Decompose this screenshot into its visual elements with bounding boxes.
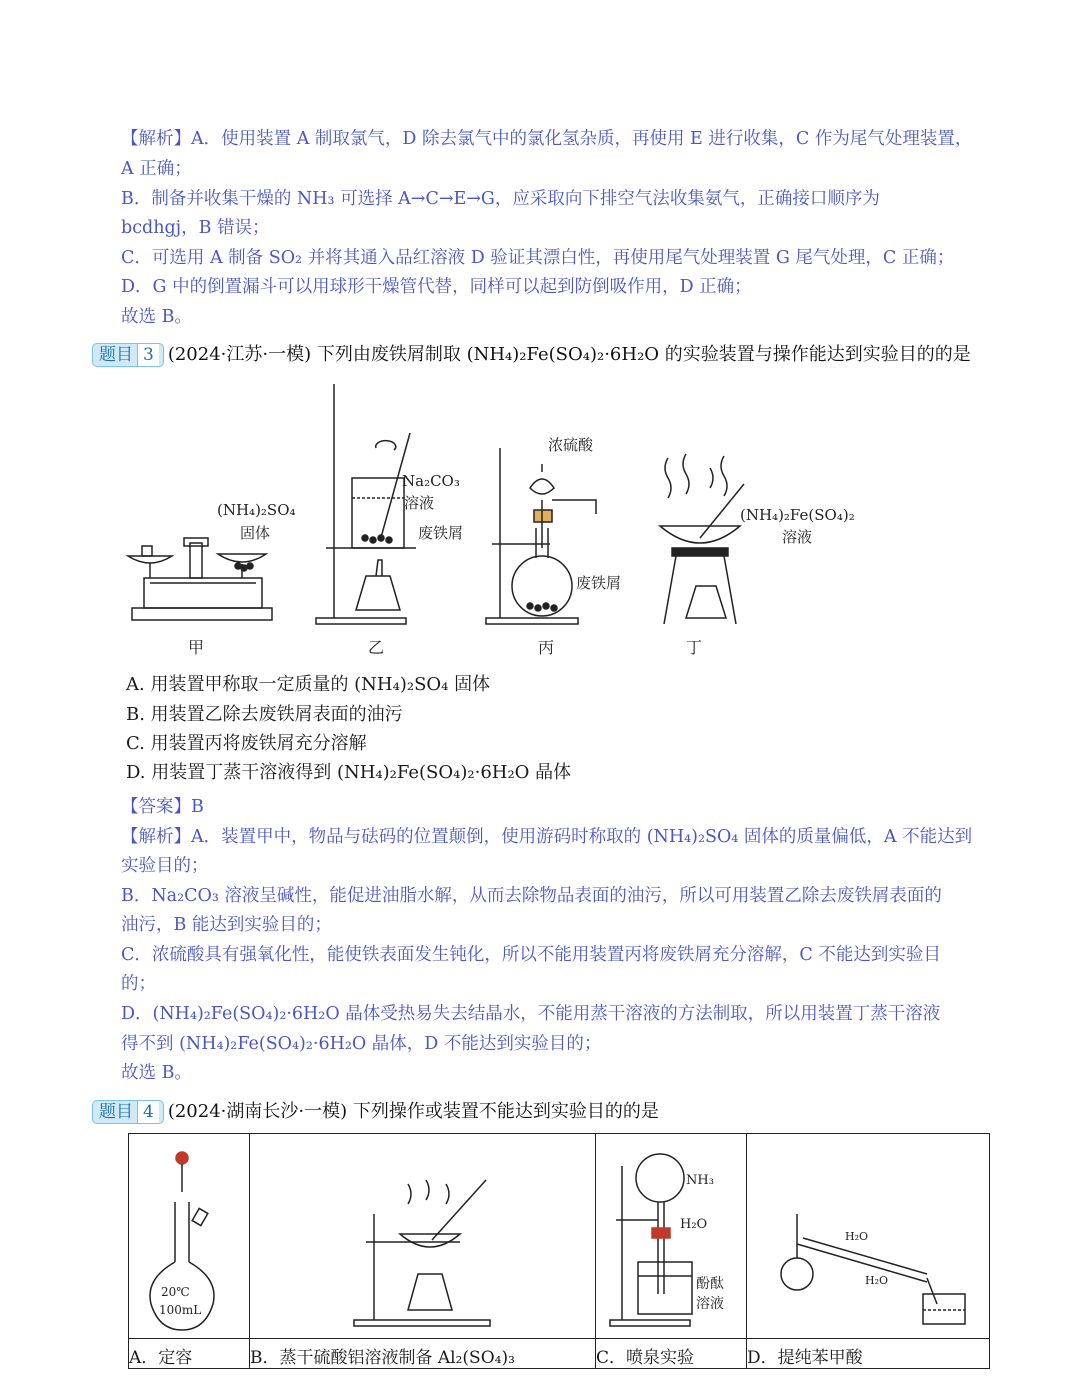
prev-analysis-line-6: D．G 中的倒置漏斗可以用球形干燥管代替，同样可以起到防倒吸作用，D 正确； [121, 277, 752, 297]
volumetric-flask-figure [129, 1144, 249, 1334]
yi-scrap-label: 废铁屑 [418, 524, 464, 542]
analysis-line-9: 故选 B。 [121, 1063, 192, 1083]
h2o-label: H₂O [680, 1216, 708, 1232]
jia-reagent-label-2: 固体 [240, 524, 271, 542]
beaker-apparatus [316, 384, 416, 624]
option-a: A. 用装置甲称取一定质量的 (NH₄)₂SO₄ 固体 [126, 674, 491, 695]
flask-apparatus [486, 448, 596, 624]
question-4-stem [92, 1099, 659, 1125]
analysis-line-5: C．浓硫酸具有强氧化性，能使铁表面发生钝化，所以不能用装置丙将废铁屑充分溶解，C 不能达到实验目 [121, 945, 941, 965]
analysis-line-4: 油污，B 能达到实验目的； [121, 915, 332, 935]
solution-label: 溶液 [696, 1295, 724, 1312]
cell-d-caption: D．提纯苯甲酸 [747, 1338, 990, 1368]
question-3-stem [92, 342, 971, 368]
jia-reagent-label-1: (NH₄)₂SO₄ [217, 501, 296, 519]
cell-a-caption: A．定容 [129, 1338, 250, 1368]
caption-jia: 甲 [188, 638, 205, 657]
ding-reagent-label-1: (NH₄)₂Fe(SO₄)₂ [740, 506, 855, 524]
q4-option-table [128, 1133, 990, 1369]
cell-a-figure [129, 1134, 250, 1339]
condenser-water-out-label: H₂O [845, 1229, 869, 1243]
prev-analysis-line-1: 【解析】A．使用装置 A 制取氯气，D 除去氯气中的氯化氢杂质，再使用 E 进行收集，C 作为尾气处理装置， [121, 129, 973, 149]
option-c: C. 用装置丙将废铁屑充分溶解 [126, 733, 367, 754]
bing-acid-label: 浓硫酸 [548, 436, 594, 454]
caption-ding: 丁 [686, 638, 703, 657]
caption-yi: 乙 [368, 638, 385, 657]
cell-b-figure [250, 1134, 596, 1339]
analysis-line-1: 【解析】A．装置甲中，物品与砝码的位置颠倒，使用游码时称取的 (NH₄)₂SO₄ 固体的质量偏低，A 不能达到 [121, 827, 973, 847]
evaporation-figure [250, 1144, 595, 1334]
analysis-line-7: D．(NH₄)₂Fe(SO₄)₂·6H₂O 晶体受热易失去结晶水，不能用蒸干溶液的方法制取，所以用装置丁蒸干溶液 [121, 1004, 941, 1024]
analysis-line-2: 实验目的； [121, 856, 209, 876]
condenser-water-in-label: H₂O [865, 1273, 889, 1287]
question-tag: 题目 3 [92, 343, 164, 367]
cell-c-figure [596, 1134, 747, 1339]
flask-volume-label: 100mL [159, 1302, 202, 1317]
distillation-figure [747, 1144, 985, 1334]
option-d: D. 用装置丁蒸干溶液得到 (NH₄)₂Fe(SO₄)₂·6H₂O 晶体 [126, 762, 572, 783]
cell-b-caption: B．蒸干硫酸铝溶液制备 Al₂(SO₄)₃ [250, 1338, 596, 1368]
fountain-figure [596, 1144, 746, 1334]
bing-scrap-label: 废铁屑 [576, 574, 622, 592]
prev-analysis-line-2: A 正确； [121, 159, 192, 179]
evaporating-apparatus [660, 454, 744, 624]
ding-reagent-label-2: 溶液 [782, 528, 813, 546]
nh3-label: NH₃ [686, 1172, 714, 1188]
phenolphthalein-label: 酚酞 [696, 1275, 724, 1292]
analysis-line-3: B．Na₂CO₃ 溶液呈碱性，能促进油脂水解，从而去除物品表面的油污，所以可用装置乙除去废铁屑表面的 [121, 886, 942, 906]
analysis-line-8: 得不到 (NH₄)₂Fe(SO₄)₂·6H₂O 晶体，D 不能达到实验目的； [121, 1034, 602, 1054]
prev-analysis-line-5: C．可选用 A 制备 SO₂ 并将其通入品红溶液 D 验证其漂白性，再使用尾气处理装置 G 尾气处理，C 正确； [121, 248, 955, 268]
answer: 【答案】B [121, 797, 204, 817]
question-4-text: (2024·湖南长沙·一模) 下列操作或装置不能达到实验目的的是 [167, 1101, 659, 1122]
analysis-line-6: 的； [121, 974, 156, 994]
question-3-text: (2024·江苏·一模) 下列由废铁屑制取 (NH₄)₂Fe(SO₄)₂·6H₂O 的实验装置与操作能达到实验目的的是 [167, 344, 971, 365]
cell-c-caption: C．喷泉实验 [596, 1338, 747, 1368]
balance-apparatus [128, 538, 272, 620]
prev-analysis-line-7: 故选 B。 [121, 307, 192, 327]
cell-d-figure [747, 1134, 990, 1339]
prev-analysis-line-3: B．制备并收集干燥的 NH₃ 可选择 A→C→E→G，应采取向下排空气法收集氨气，正确接口顺序为 [121, 189, 880, 209]
question-tag: 题目 4 [92, 1100, 164, 1124]
apparatus-figure [120, 378, 880, 663]
flask-temp-label: 20℃ [161, 1284, 190, 1299]
yi-reagent-label-2: 溶液 [404, 494, 435, 512]
caption-bing: 丙 [538, 638, 555, 657]
option-b: B. 用装置乙除去废铁屑表面的油污 [126, 704, 403, 725]
prev-analysis-line-4: bcdhgj，B 错误； [121, 218, 270, 238]
yi-reagent-label-1: Na₂CO₃ [402, 472, 460, 490]
